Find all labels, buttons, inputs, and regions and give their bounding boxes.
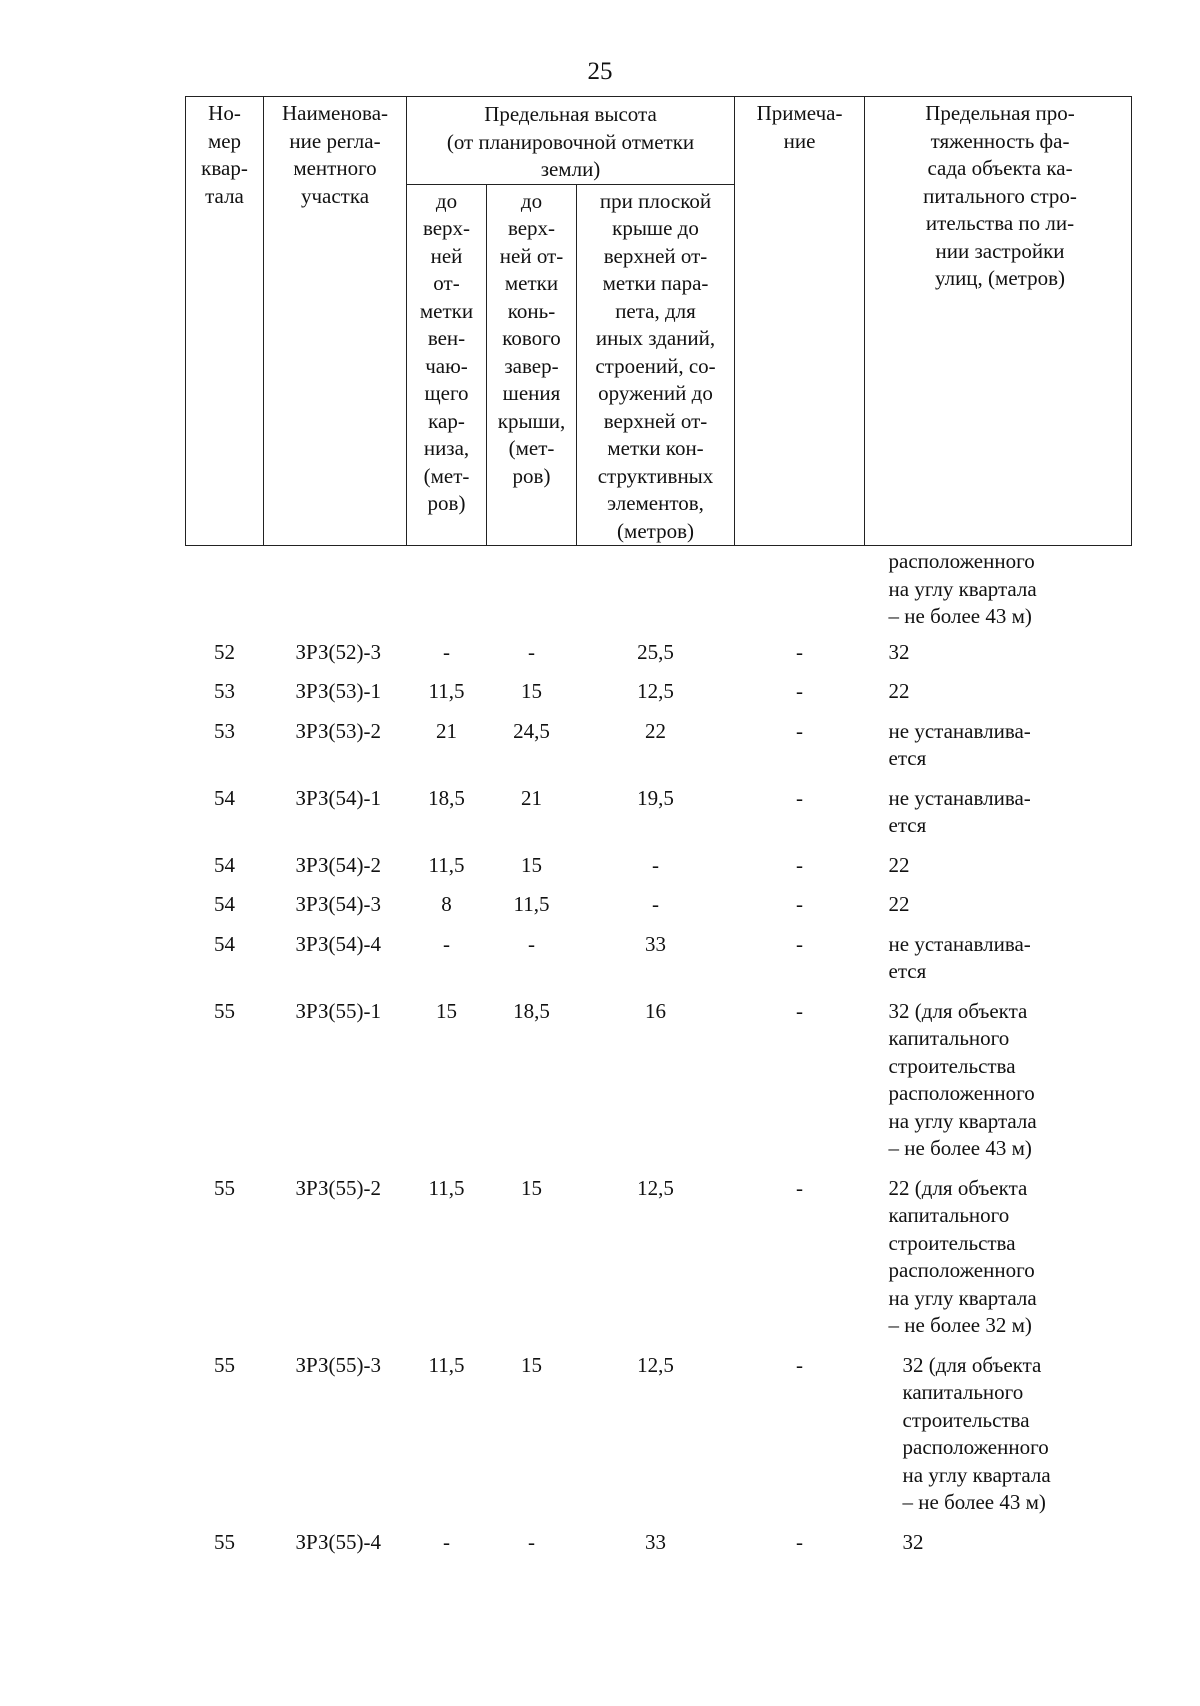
ridge-height-cell: 15 (521, 852, 542, 877)
note-cell: - (796, 1175, 804, 1200)
table-row (186, 781, 1132, 848)
quarter-cell: 54 (214, 852, 235, 877)
table-row (186, 887, 1132, 927)
table-row (186, 674, 1132, 714)
table-row (186, 848, 1132, 888)
quarter-cell: 52 (214, 639, 235, 664)
cornice-height-cell: 11,5 (428, 1175, 465, 1200)
header-facade-length: Предельная про- тяженность фа- сада объекта ка- питального стро- ительства по ли- нии застройки улиц, (метров) (865, 97, 1132, 546)
note-cell: - (796, 931, 804, 956)
zone-cell: ЗРЗ(55)-4 (295, 1529, 381, 1554)
quarter-cell: 54 (214, 785, 235, 810)
ridge-height-cell: 11,5 (513, 892, 550, 916)
table-row (186, 714, 1132, 781)
cornice-height-cell: 21 (436, 718, 457, 743)
parapet-height-cell: 12,5 (637, 1175, 674, 1200)
table-row (186, 635, 1132, 675)
table-row (186, 1348, 1132, 1525)
header-parapet-height: при плоской крыше до верхней от- метки пара- пета, для иных зданий, строений, со- оружений до верхней от- метки кон- структивных элементов, (метров) (577, 184, 735, 546)
ridge-height-cell: 21 (521, 785, 542, 810)
cornice-height-cell: 18,5 (428, 785, 465, 810)
zone-cell: ЗРЗ(54)-1 (295, 785, 381, 810)
header-quarter-number: Но- мер квар- тала (186, 97, 264, 546)
note-cell: - (796, 639, 804, 664)
ridge-height-cell: - (528, 1529, 535, 1554)
header-zone-name: Наименова- ние регла- ментного участка (264, 97, 407, 546)
cornice-height-cell: - (443, 639, 450, 664)
zone-cell: ЗРЗ(53)-1 (295, 679, 381, 703)
facade-length-cell: 32 (888, 639, 910, 664)
header-height-limit: Предельная высота (от планировочной отметки земли) (407, 97, 735, 185)
ridge-height-cell: - (528, 931, 535, 956)
table-header (186, 97, 1132, 546)
note-cell: - (796, 718, 804, 743)
ridge-height-cell: 18,5 (513, 998, 550, 1023)
table-row (186, 1171, 1132, 1348)
zone-cell: ЗРЗ(53)-2 (295, 718, 381, 743)
facade-length-cell: не устанавлива- ется (888, 718, 1031, 770)
parapet-height-cell: - (652, 852, 659, 877)
parapet-height-cell: 12,5 (637, 1352, 674, 1377)
facade-length-cell: 32 (902, 1529, 924, 1554)
parapet-height-cell: 22 (645, 718, 666, 743)
facade-length-cell: 22 (888, 679, 910, 703)
ridge-height-cell: 24,5 (513, 718, 550, 743)
zone-cell: ЗРЗ(55)-1 (295, 998, 381, 1023)
quarter-cell: 54 (214, 892, 235, 916)
facade-length-cell: 22 (для объекта капитального строительства расположенного на углу квартала – не более 32 м) (888, 1175, 1037, 1337)
regulation-table (185, 96, 1132, 1564)
zone-cell: ЗРЗ(54)-2 (295, 852, 381, 877)
facade-length-cell: 22 (888, 852, 910, 877)
cornice-height-cell: 11,5 (428, 852, 465, 877)
zone-cell: ЗРЗ(54)-3 (295, 892, 381, 916)
quarter-cell: 53 (214, 679, 235, 703)
parapet-height-cell: 33 (645, 931, 666, 956)
cornice-height-cell: 11,5 (428, 679, 465, 703)
quarter-cell: 55 (214, 1175, 235, 1200)
quarter-cell: 55 (214, 1529, 235, 1554)
header-cornice-height: до верх- ней от- метки вен- чаю- щего кар- низа, (мет- ров) (407, 184, 487, 546)
cornice-height-cell: 15 (436, 998, 457, 1023)
table-row (186, 927, 1132, 994)
header-note: Примеча- ние (735, 97, 865, 546)
facade-length-cell: не устанавлива- ется (888, 785, 1031, 837)
quarter-cell: 53 (214, 718, 235, 743)
ridge-height-cell: 15 (521, 1352, 542, 1377)
parapet-height-cell: 16 (645, 998, 666, 1023)
table-row (186, 1525, 1132, 1565)
zone-cell: ЗРЗ(55)-3 (295, 1352, 381, 1377)
parapet-height-cell: 12,5 (637, 679, 674, 703)
quarter-cell: 54 (214, 931, 235, 956)
ridge-height-cell: 15 (521, 679, 542, 703)
facade-length-cell: 32 (для объекта капитального строительства расположенного на углу квартала – не более 43 м) (902, 1352, 1051, 1514)
page-number: 25 (587, 58, 613, 85)
facade-length-cell: 32 (для объекта капитального строительства расположенного на углу квартала – не более 43 м) (888, 998, 1037, 1160)
zone-cell: ЗРЗ(52)-3 (295, 639, 381, 664)
zone-cell: ЗРЗ(55)-2 (295, 1175, 381, 1200)
continuation-row (186, 546, 1132, 635)
note-cell: - (796, 785, 804, 810)
cornice-height-cell: - (443, 931, 450, 956)
note-cell: - (796, 1352, 804, 1377)
note-cell: - (796, 892, 804, 916)
parapet-height-cell: 25,5 (637, 639, 674, 664)
header-ridge-height: до верх- ней от- метки конь- кового завер- шения крыши, (мет- ров) (487, 184, 577, 546)
note-cell: - (796, 852, 804, 877)
note-cell: - (796, 1529, 804, 1554)
facade-length-cell: не устанавлива- ется (888, 931, 1031, 983)
parapet-height-cell: 33 (645, 1529, 666, 1554)
cornice-height-cell: 11,5 (428, 1352, 465, 1377)
zone-cell: ЗРЗ(54)-4 (295, 931, 381, 956)
ridge-height-cell: 15 (521, 1175, 542, 1200)
quarter-cell: 55 (214, 998, 235, 1023)
cornice-height-cell: 8 (441, 892, 452, 916)
cornice-height-cell: - (443, 1529, 450, 1554)
table-body (186, 546, 1132, 1565)
table-row (186, 994, 1132, 1171)
note-cell: - (796, 998, 804, 1023)
parapet-height-cell: - (652, 892, 659, 916)
continuation-length-cell: расположенного на углу квартала – не более 43 м) (888, 549, 1037, 628)
quarter-cell: 55 (214, 1352, 235, 1377)
parapet-height-cell: 19,5 (637, 785, 674, 810)
note-cell: - (796, 679, 804, 703)
ridge-height-cell: - (528, 639, 535, 664)
facade-length-cell: 22 (888, 892, 910, 916)
